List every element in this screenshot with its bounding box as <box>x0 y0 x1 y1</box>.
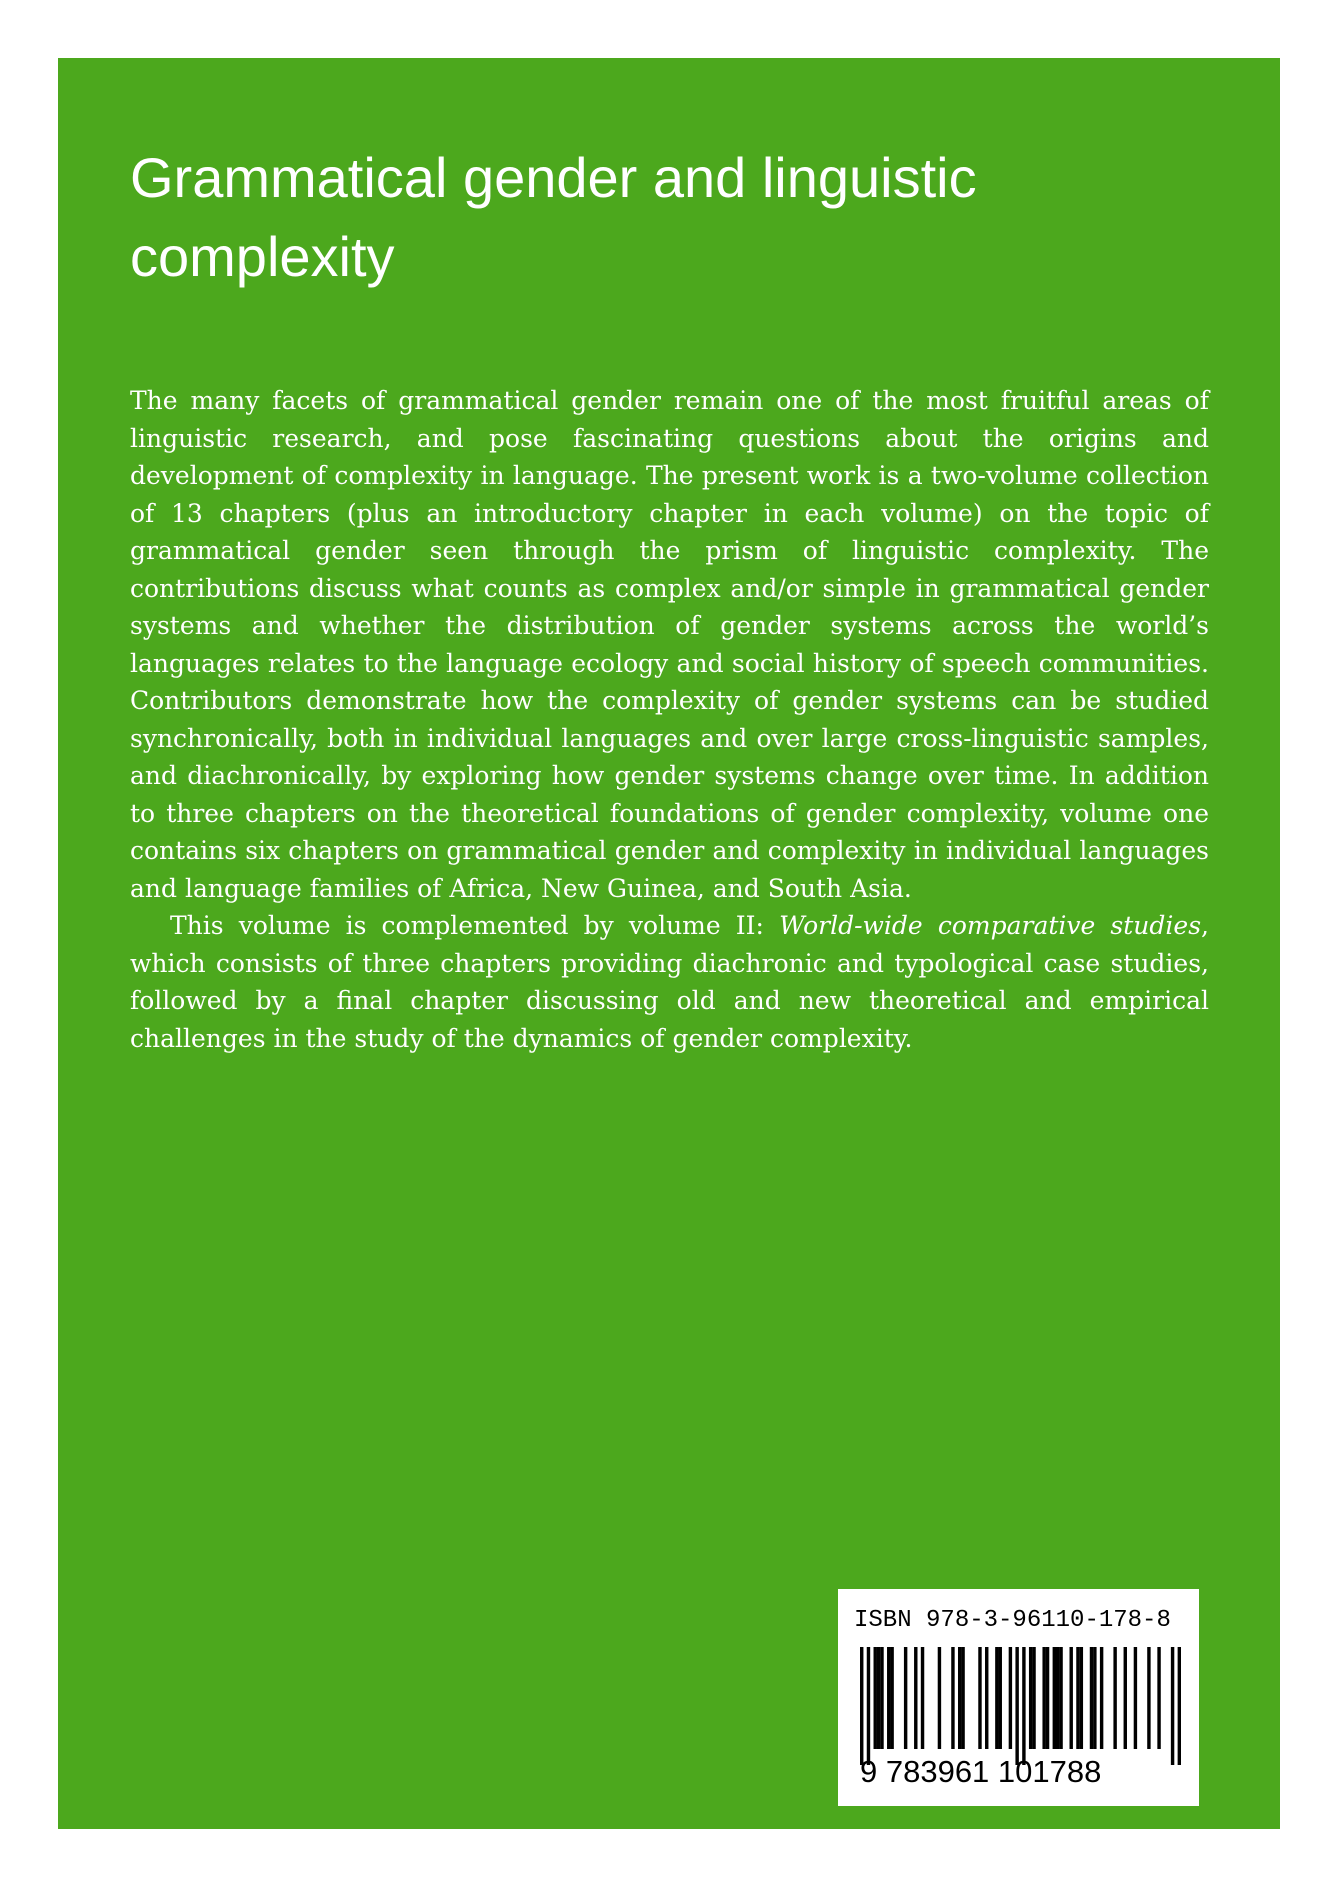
barcode-bar <box>877 1647 880 1749</box>
book-blurb <box>130 382 1209 1057</box>
barcode-bar <box>1100 1647 1103 1749</box>
isbn-label: ISBN 978-3-96110-178-8 <box>854 1607 1171 1634</box>
barcode-bar <box>880 1647 883 1749</box>
barcode-guard-bar <box>867 1647 870 1765</box>
barcode-bar <box>938 1647 941 1749</box>
barcode-bar <box>1113 1647 1116 1749</box>
barcode-guard-bar <box>860 1647 863 1765</box>
barcode-bar <box>1134 1647 1137 1749</box>
blurb-paragraph-2-start: This volume is complemented by volume II: <box>170 911 780 940</box>
isbn-barcode-box <box>838 1589 1199 1806</box>
barcode-bar <box>890 1647 893 1749</box>
barcode-bar <box>921 1647 924 1749</box>
barcode-bar <box>999 1647 1002 1749</box>
barcode-guard-bar <box>1171 1647 1174 1765</box>
barcode-bar <box>1147 1647 1150 1749</box>
barcode-bar <box>874 1647 877 1749</box>
barcode-bar <box>958 1647 961 1749</box>
barcode-bar <box>1076 1647 1079 1749</box>
barcode-bar <box>1124 1647 1127 1749</box>
barcode-bar <box>1042 1647 1045 1749</box>
barcode-bar <box>978 1647 981 1749</box>
barcode-bar <box>951 1647 954 1749</box>
barcode-bar <box>1069 1647 1072 1749</box>
barcode-bar <box>887 1647 890 1749</box>
barcode-bar <box>1032 1647 1035 1749</box>
barcode-bar <box>1056 1647 1059 1749</box>
barcode-bar <box>1157 1647 1160 1749</box>
barcode-guard-bar <box>1015 1647 1018 1765</box>
barcode-guard-bar <box>1022 1647 1025 1765</box>
barcode-bar <box>1090 1647 1093 1749</box>
barcode-bar <box>1046 1647 1049 1749</box>
barcode-bar <box>985 1647 988 1749</box>
barcode-bar <box>914 1647 917 1749</box>
barcode-bar <box>1080 1647 1083 1749</box>
barcode-bar <box>1093 1647 1096 1749</box>
blurb-paragraph-1: The many facets of grammatical gender remain one of the most fruitful areas of linguistic research, and pose fascinating questions about the origins and development of complexity in language. The present work is a two-volume collection of 13 chapters (plus an introductory chapter in each volume) on the topic of grammatical gender seen through the prism of linguistic complexity. The contributions discuss what counts as complex and/or simple in grammatical gender systems and whether the distribution of gender systems across the world’s languages relates to the language ecology and social history of speech communities. Contributors demonstrate how the complexity of gender systems can be studied synchronically, both in individual languages and over large cross-linguistic samples, and diachronically, by exploring how gender systems change over time. In addition to three chapters on the theoretical foundations of gender complexity, volume one contains six chapters on grammatical gender and complexity in individual languages and language families of Africa, New Guinea, and South Asia. <box>130 386 1209 903</box>
barcode-bar <box>1059 1647 1062 1749</box>
barcode-bar <box>904 1647 907 1749</box>
barcode-bar <box>1053 1647 1056 1749</box>
book-title: Grammatical gender and linguistic complexity <box>130 146 977 288</box>
blurb-paragraph-2 <box>130 907 1209 1057</box>
volume-two-title: World-wide comparative studies <box>779 911 1202 940</box>
barcode-guard-bar <box>1178 1647 1181 1765</box>
barcode-bar <box>995 1647 998 1749</box>
barcode-bar <box>1029 1647 1032 1749</box>
barcode-bar <box>961 1647 964 1749</box>
barcode-digits: 9 783961 101788 <box>860 1754 1102 1789</box>
barcode-bars <box>860 1647 1181 1765</box>
barcode-bar <box>1009 1647 1012 1749</box>
blurb-paragraph-2-end: , which consists of three chapters providing diachronic and typological case studies, followed by a final chapter discussing old and new theoretical and empirical challenges in the study of the dynamics of gender complexity. <box>130 911 1209 1053</box>
